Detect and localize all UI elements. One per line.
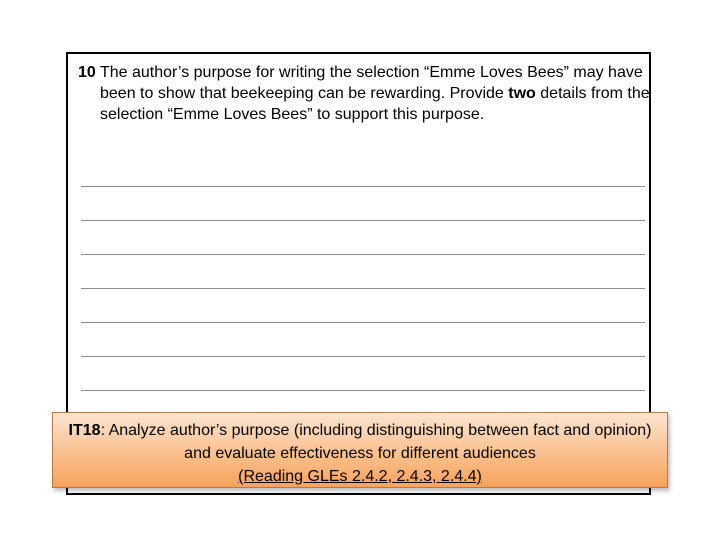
question-text-part1: The author’s purpose for writing the selection “Emme Loves Bees” may have been to show that beekeeping can be rewarding. Provide [95,64,643,102]
standard-reference: (Reading GLEs 2.4.2, 2.4.3, 2.4.4) [238,468,482,485]
answer-line-6[interactable] [81,356,645,357]
standard-callout [52,412,668,488]
question-text-part2: details from the selection “Emme Loves Bees” to support this purpose. [100,85,650,123]
answer-line-2[interactable] [81,220,645,221]
answer-line-5[interactable] [81,322,645,323]
standard-description: : Analyze author’s purpose (including distinguishing between fact and opinion) and evaluate effectiveness for different audiences [100,422,652,462]
question-emphasis: two [508,85,536,102]
question-number: 10 [78,64,96,81]
standard-description-line [53,419,667,465]
answer-line-1[interactable] [81,186,645,187]
answer-line-3[interactable] [81,254,645,255]
answer-line-4[interactable] [81,288,645,289]
answer-line-7[interactable] [81,390,645,391]
standard-code: IT18 [68,422,101,439]
question-text [78,62,665,125]
